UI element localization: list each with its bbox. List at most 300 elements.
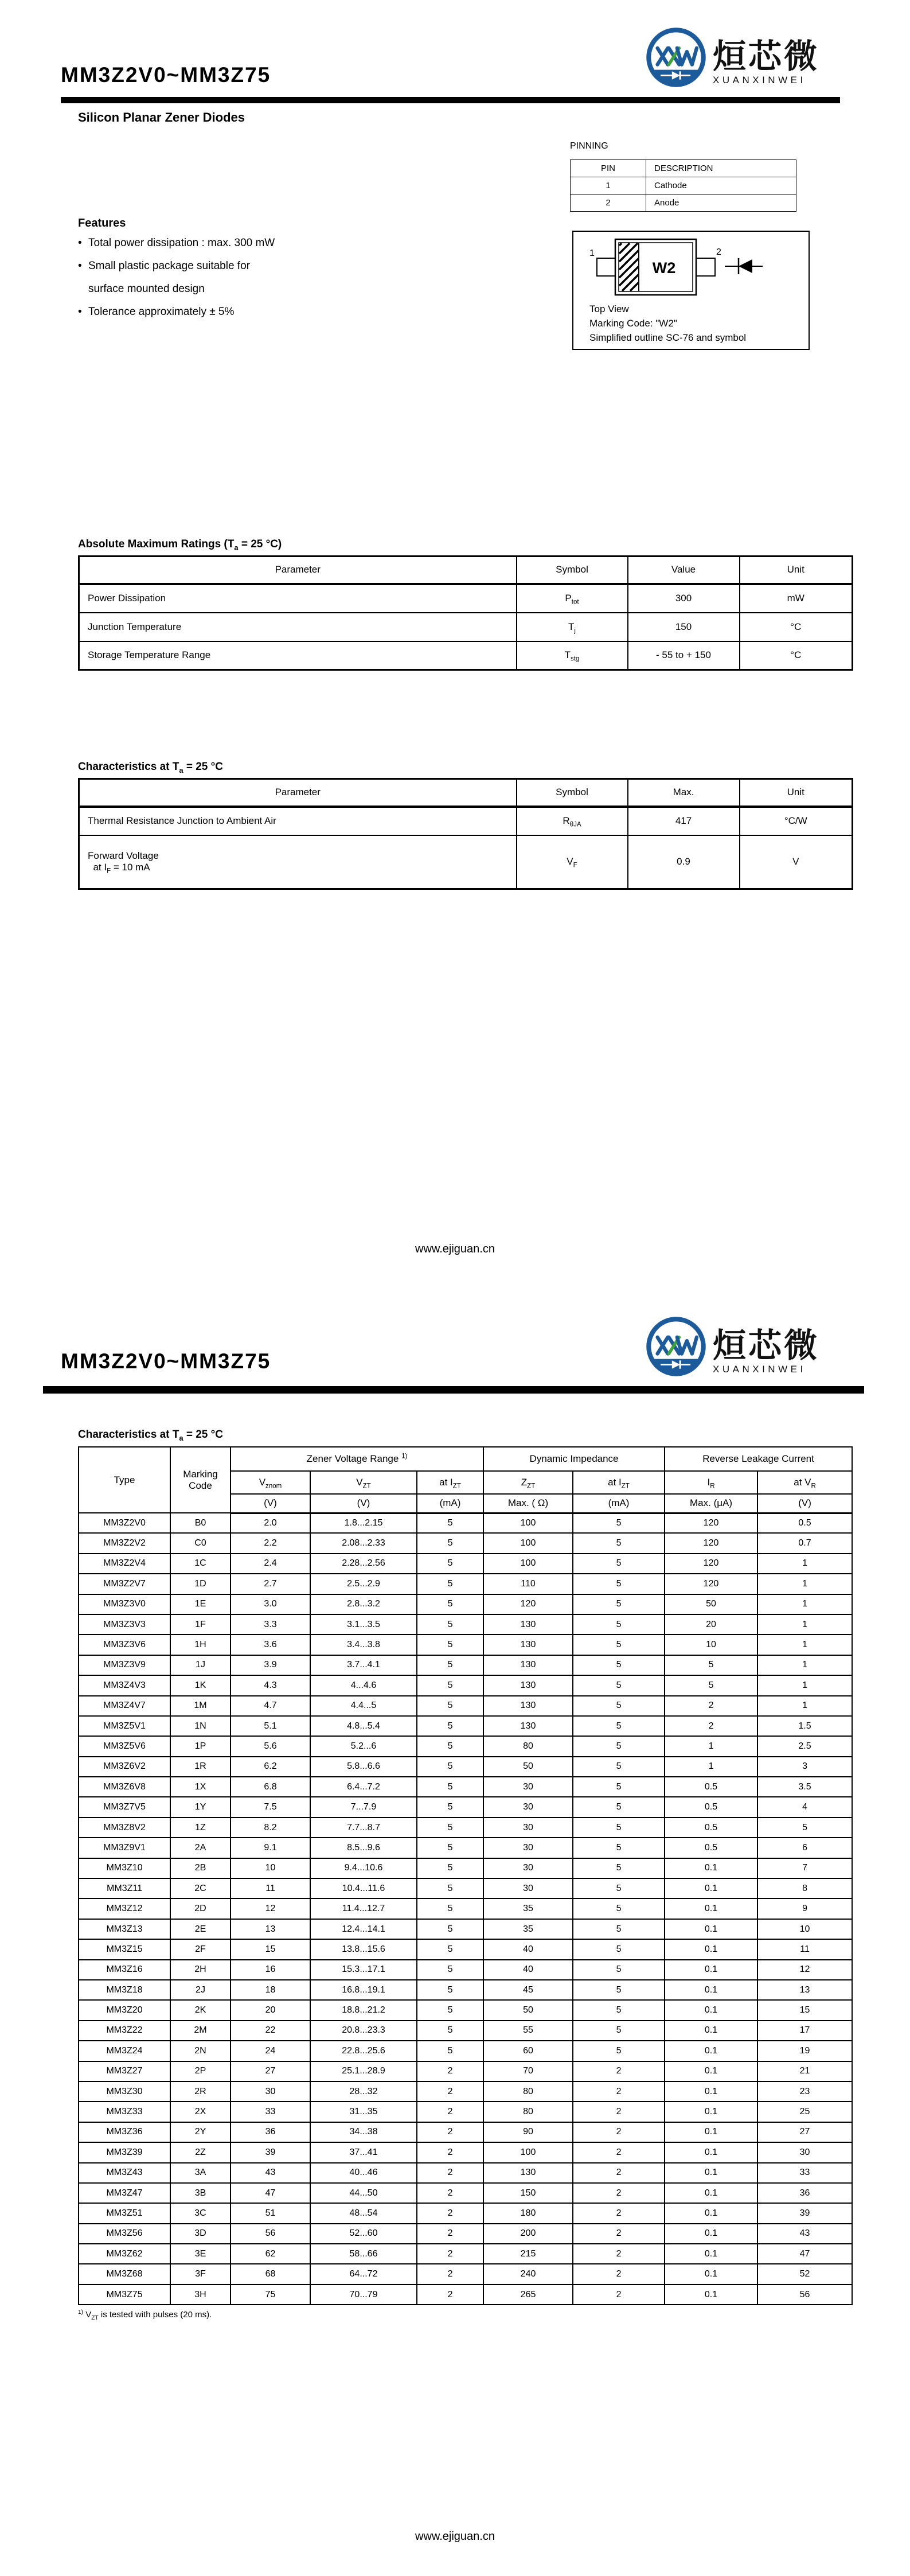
table-cell: 30 <box>483 1797 573 1817</box>
table-cell: 2 <box>573 2102 665 2122</box>
table-cell: 2A <box>170 1838 231 1858</box>
table-cell: 30 <box>483 1777 573 1797</box>
table-row <box>79 2021 852 2041</box>
page1-footer-url: www.ejiguan.cn <box>415 1243 495 1255</box>
table-row <box>79 1736 852 1756</box>
table-cell: 60 <box>483 2041 573 2061</box>
table-cell: 5 <box>573 2041 665 2061</box>
table-row <box>79 1878 852 1898</box>
table-cell: 2 <box>573 2224 665 2244</box>
table-cell: 2.08...2.33 <box>310 1533 417 1553</box>
table-cell: 58...66 <box>310 2244 417 2264</box>
table-cell: 27 <box>231 2061 310 2081</box>
table-cell: Max. <box>628 779 740 807</box>
table-cell: 1 <box>757 1655 852 1675</box>
brand-logo <box>645 26 819 88</box>
table-cell: 5 <box>417 1594 483 1614</box>
table-cell: 5.6 <box>231 1736 310 1756</box>
table-cell: 2K <box>170 2000 231 2020</box>
table-cell: 0.1 <box>665 2264 757 2284</box>
table-cell: B0 <box>170 1513 231 1533</box>
table-cell: 43 <box>231 2163 310 2183</box>
table-cell: 300 <box>628 584 740 613</box>
table-cell: MM3Z18 <box>79 1980 170 2000</box>
table-cell: 5 <box>573 1838 665 1858</box>
table-cell: 2 <box>573 2061 665 2081</box>
table-cell: 10 <box>231 1858 310 1878</box>
table-cell: 1E <box>170 1594 231 1614</box>
table-cell: 3E <box>170 2244 231 2264</box>
table-row <box>79 2000 852 2020</box>
page-2 <box>0 1288 910 2576</box>
table-cell: 51 <box>231 2203 310 2223</box>
unit-vznom: (V) <box>231 1494 310 1513</box>
table-cell: MM3Z20 <box>79 2000 170 2020</box>
table-cell: 35 <box>483 1919 573 1939</box>
table-cell: 27 <box>757 2122 852 2142</box>
table-cell: 0.5 <box>665 1838 757 1858</box>
table-cell: 1 <box>757 1635 852 1655</box>
table-cell: MM3Z4V3 <box>79 1675 170 1695</box>
table-cell: Symbol <box>517 557 628 584</box>
footnote: $^{1)}$ $V_{ZT}$ is tested with pulses (20 ms). <box>78 2309 212 2321</box>
brand-name-cn: 烜芯微 <box>713 37 820 76</box>
table-cell: 3.6 <box>231 1635 310 1655</box>
table-cell: 28...32 <box>310 2081 417 2102</box>
table-cell: 7...7.9 <box>310 1797 417 1817</box>
table-cell: 0.1 <box>665 2203 757 2223</box>
unit-at-izt-1: (mA) <box>417 1494 483 1513</box>
table-cell: 0.1 <box>665 2081 757 2102</box>
table-row <box>571 160 796 177</box>
table-cell: 20.8...23.3 <box>310 2021 417 2041</box>
table-cell: 2 <box>417 2285 483 2305</box>
unit-zzt: Max. ( Ω) <box>483 1494 573 1513</box>
table-cell: Value <box>628 557 740 584</box>
col-header-marking-code: Marking Code <box>170 1447 231 1513</box>
table-cell: 3A <box>170 2163 231 2183</box>
table-row <box>79 2244 852 2264</box>
table-cell: 5 <box>573 1635 665 1655</box>
table-cell: 20 <box>231 2000 310 2020</box>
table-row <box>79 1513 852 1533</box>
table-cell: MM3Z13 <box>79 1919 170 1939</box>
list-item: Top View <box>589 303 629 314</box>
table-cell: 5 <box>417 1716 483 1736</box>
table-cell: 2X <box>170 2102 231 2122</box>
table-cell: 33 <box>757 2163 852 2183</box>
col-header-zzt: $Z_{ZT}$ <box>483 1471 573 1494</box>
table-cell: 2 <box>417 2061 483 2081</box>
table-cell: Junction Temperature <box>79 613 517 641</box>
table-cell: MM3Z36 <box>79 2122 170 2142</box>
table-cell: 0.1 <box>665 2285 757 2305</box>
table-cell: 5.8...6.6 <box>310 1757 417 1777</box>
table-cell: 40...46 <box>310 2163 417 2183</box>
subtitle: Silicon Planar Zener Diodes <box>78 110 245 124</box>
group-header-dynamic-impedance: Dynamic Impedance <box>483 1447 665 1471</box>
col-header-vzt: $V_{ZT}$ <box>310 1471 417 1494</box>
table-row <box>79 2285 852 2305</box>
table-cell: 2 <box>417 2183 483 2203</box>
table-cell: 45 <box>483 1980 573 2000</box>
table-cell: 5 <box>417 1939 483 1959</box>
table-cell: 5 <box>417 1960 483 1980</box>
brand-name-en: XUANXINWEI <box>713 75 806 85</box>
table-cell: 16 <box>231 1960 310 1980</box>
table-cell: 5 <box>417 1818 483 1838</box>
table-cell: 1P <box>170 1736 231 1756</box>
pinning-table-body <box>571 177 796 212</box>
table-cell: MM3Z56 <box>79 2224 170 2244</box>
table-cell: 30 <box>231 2081 310 2102</box>
table-cell: 1 <box>757 1614 852 1635</box>
table-cell: 0.1 <box>665 2000 757 2020</box>
table-cell: Forward Voltage at $I_F = 10$ mA <box>79 835 517 889</box>
table-cell: 1Z <box>170 1818 231 1838</box>
table-cell: MM3Z2V0 <box>79 1513 170 1533</box>
table-cell: 52 <box>757 2264 852 2284</box>
table-row <box>79 779 853 807</box>
table-cell: 3.7...4.1 <box>310 1655 417 1675</box>
table-cell: 0.1 <box>665 1898 757 1919</box>
table-cell: 20 <box>665 1614 757 1635</box>
table-cell: 5 <box>573 1554 665 1574</box>
list-item: • Small plastic package suitable for surface mounted design <box>78 255 422 301</box>
table-cell: 0.1 <box>665 1939 757 1959</box>
table-cell: 2 <box>573 2163 665 2183</box>
table-cell: 2 <box>573 2244 665 2264</box>
table-cell: 5 <box>417 1696 483 1716</box>
table-cell: 5 <box>573 1614 665 1635</box>
table-cell: MM3Z43 <box>79 2163 170 2183</box>
table-cell: 2.2 <box>231 1533 310 1553</box>
table-row <box>79 1980 852 2000</box>
table-cell: 5 <box>417 1898 483 1919</box>
unit-ir: Max. (μA) <box>665 1494 757 1513</box>
table-cell: 30 <box>483 1858 573 1878</box>
table-cell: MM3Z16 <box>79 1960 170 1980</box>
table-cell: 1F <box>170 1614 231 1635</box>
table-cell: 5 <box>573 1898 665 1919</box>
brand-text <box>713 1328 819 1375</box>
table-cell: PIN <box>571 160 646 177</box>
table-cell: 2 <box>665 1696 757 1716</box>
table-cell: 10 <box>665 1635 757 1655</box>
table-cell: 9.1 <box>231 1838 310 1858</box>
table-cell: 39 <box>231 2142 310 2162</box>
table-cell: 70...79 <box>310 2285 417 2305</box>
table-cell: 5 <box>573 2000 665 2020</box>
table-cell: MM3Z6V2 <box>79 1757 170 1777</box>
table-cell: - 55 to + 150 <box>628 641 740 670</box>
table-cell: 130 <box>483 1614 573 1635</box>
col-header-at-vr: at $V_R$ <box>757 1471 852 1494</box>
table-cell: 2 <box>665 1716 757 1736</box>
table-row <box>79 1614 852 1635</box>
table-cell: 0.5 <box>665 1818 757 1838</box>
table-cell: 130 <box>483 1655 573 1675</box>
table-row <box>79 1858 852 1878</box>
table-cell: 75 <box>231 2285 310 2305</box>
table-cell: 18.8...21.2 <box>310 2000 417 2020</box>
table-cell: MM3Z2V4 <box>79 1554 170 1574</box>
table-cell: Symbol <box>517 779 628 807</box>
table-cell: 5 <box>573 1513 665 1533</box>
char1-table-head <box>79 779 853 807</box>
table-cell: 3.5 <box>757 1777 852 1797</box>
table-row <box>79 1919 852 1939</box>
table-row <box>79 1939 852 1959</box>
table-cell: 0.1 <box>665 2224 757 2244</box>
table-row <box>79 1635 852 1655</box>
table-cell: 1 <box>665 1736 757 1756</box>
table-cell: DESCRIPTION <box>646 160 796 177</box>
table-cell: 11 <box>757 1939 852 1959</box>
page-title: MM3Z2V0~MM3Z75 <box>61 1349 271 1373</box>
table-cell: 6.2 <box>231 1757 310 1777</box>
table-cell: 3C <box>170 2203 231 2223</box>
table-cell: MM3Z3V9 <box>79 1655 170 1675</box>
table-cell: 0.1 <box>665 2061 757 2081</box>
table-row <box>79 1777 852 1797</box>
table-cell: 120 <box>483 1594 573 1614</box>
table-cell: 11.4...12.7 <box>310 1898 417 1919</box>
table-cell: MM3Z62 <box>79 2244 170 2264</box>
table-row <box>79 1655 852 1675</box>
table-cell: 5 <box>757 1818 852 1838</box>
table-cell: 3.3 <box>231 1614 310 1635</box>
brand-name-en: XUANXINWEI <box>713 1364 806 1375</box>
table-cell: 2.5 <box>757 1736 852 1756</box>
amr-table-head <box>79 557 853 584</box>
table-cell: 5 <box>417 2021 483 2041</box>
table-cell: $R_{\theta JA}$ <box>517 807 628 835</box>
table-cell: 5 <box>417 1878 483 1898</box>
table-row <box>79 1594 852 1614</box>
table-cell: 5 <box>417 1858 483 1878</box>
features-list <box>78 232 422 324</box>
package-caption <box>589 302 746 345</box>
table-cell: °C <box>740 641 853 670</box>
table-cell: 22 <box>231 2021 310 2041</box>
table-cell: 2.5...2.9 <box>310 1574 417 1594</box>
table-row <box>79 2163 852 2183</box>
table-cell: 120 <box>665 1533 757 1553</box>
table-cell: 2 <box>573 2264 665 2284</box>
table-cell: 130 <box>483 1635 573 1655</box>
table-cell: 80 <box>483 2102 573 2122</box>
table-cell: 2R <box>170 2081 231 2102</box>
table-cell: 36 <box>231 2122 310 2142</box>
table-cell: MM3Z51 <box>79 2203 170 2223</box>
table-row <box>79 2264 852 2284</box>
table-row <box>79 2061 852 2081</box>
table-cell: 5 <box>417 1777 483 1797</box>
table-cell: MM3Z27 <box>79 2061 170 2081</box>
table-row <box>79 2183 852 2203</box>
table-cell: Parameter <box>79 779 517 807</box>
table-cell: 6.4...7.2 <box>310 1777 417 1797</box>
table-cell: 2 <box>417 2244 483 2264</box>
table-row <box>79 807 853 835</box>
table-cell: 2 <box>417 2142 483 2162</box>
package-outline-box <box>572 231 810 350</box>
table-cell: 11 <box>231 1878 310 1898</box>
table-cell: 2B <box>170 1858 231 1878</box>
table-row <box>79 1574 852 1594</box>
table-row <box>79 2081 852 2102</box>
table-cell: 1R <box>170 1757 231 1777</box>
table-cell: 0.1 <box>665 2244 757 2264</box>
table-cell: 5 <box>665 1655 757 1675</box>
table-row <box>79 2203 852 2223</box>
page-title: MM3Z2V0~MM3Z75 <box>61 63 271 87</box>
table-cell: 0.1 <box>665 2021 757 2041</box>
table-cell: 31...35 <box>310 2102 417 2122</box>
table-cell: Power Dissipation <box>79 584 517 613</box>
table-cell: 0.1 <box>665 2102 757 2122</box>
table-cell: 10.4...11.6 <box>310 1878 417 1898</box>
table-cell: 10 <box>757 1919 852 1939</box>
table-cell: 1 <box>571 177 646 194</box>
table-cell: 90 <box>483 2122 573 2142</box>
table-cell: 1K <box>170 1675 231 1695</box>
group-header-reverse-leakage-current: Reverse Leakage Current <box>665 1447 852 1471</box>
table-cell: MM3Z3V6 <box>79 1635 170 1655</box>
table-cell: 5 <box>573 2021 665 2041</box>
table-cell: 2E <box>170 1919 231 1939</box>
table-cell: 150 <box>483 2183 573 2203</box>
table-cell: 0.1 <box>665 2183 757 2203</box>
table-cell: 30 <box>483 1878 573 1898</box>
list-item: • Total power dissipation : max. 300 mW <box>78 232 422 255</box>
table-cell: 2F <box>170 1939 231 1959</box>
table-cell: 80 <box>483 2081 573 2102</box>
table-row <box>79 1898 852 1919</box>
table-cell: 5 <box>573 1675 665 1695</box>
table-cell: 5 <box>417 1614 483 1635</box>
table-cell: 4.8...5.4 <box>310 1716 417 1736</box>
table-cell: MM3Z8V2 <box>79 1818 170 1838</box>
table-cell: $T_j$ <box>517 613 628 641</box>
table-cell: 5 <box>573 1533 665 1553</box>
table-cell: 15.3...17.1 <box>310 1960 417 1980</box>
table-cell: 7.7...8.7 <box>310 1818 417 1838</box>
table-cell: 25.1...28.9 <box>310 2061 417 2081</box>
table-cell: 130 <box>483 1716 573 1736</box>
table-cell: 80 <box>483 1736 573 1756</box>
table-cell: 2 <box>417 2081 483 2102</box>
table-cell: 5.2...6 <box>310 1736 417 1756</box>
table-cell: 4 <box>757 1797 852 1817</box>
table-cell: 5 <box>573 1574 665 1594</box>
table-cell: 56 <box>757 2285 852 2305</box>
table-cell: 120 <box>665 1513 757 1533</box>
table-cell: 4.3 <box>231 1675 310 1695</box>
header-rule <box>43 1386 864 1394</box>
group-header-zener-voltage-range: Zener Voltage Range $^{1)}$ <box>231 1447 483 1471</box>
table-cell: 1J <box>170 1655 231 1675</box>
col-header-at-izt-2: at $I_{ZT}$ <box>573 1471 665 1494</box>
table-cell: 40 <box>483 1939 573 1959</box>
table-cell: 30 <box>757 2142 852 2162</box>
table-cell: 110 <box>483 1574 573 1594</box>
table-cell: MM3Z39 <box>79 2142 170 2162</box>
table-cell: 2Y <box>170 2122 231 2142</box>
table-cell: 47 <box>231 2183 310 2203</box>
table-cell: 5 <box>573 1757 665 1777</box>
table-cell: 23 <box>757 2081 852 2102</box>
table-cell: 5 <box>417 1513 483 1533</box>
table-cell: 1D <box>170 1574 231 1594</box>
table-cell: 0.1 <box>665 1858 757 1878</box>
table-cell: 9.4...10.6 <box>310 1858 417 1878</box>
table-cell: 7.5 <box>231 1797 310 1817</box>
table-cell: 1C <box>170 1554 231 1574</box>
table-cell: 3.9 <box>231 1655 310 1675</box>
table-cell: MM3Z47 <box>79 2183 170 2203</box>
table-cell: 5 <box>573 1797 665 1817</box>
characteristics2-heading: Characteristics at $T_a = 25$ °C <box>78 1429 223 1442</box>
characteristics-table-page1 <box>78 778 853 890</box>
table-cell: 1 <box>757 1554 852 1574</box>
table-cell: 5 <box>573 1858 665 1878</box>
table-row <box>79 1716 852 1736</box>
char1-table-body <box>79 807 853 889</box>
table-cell: 2D <box>170 1898 231 1919</box>
table-cell: 5 <box>573 1919 665 1939</box>
col-header-at-izt-1: at $I_{ZT}$ <box>417 1471 483 1494</box>
table-cell: 68 <box>231 2264 310 2284</box>
table-cell: 2.0 <box>231 1513 310 1533</box>
table-row <box>79 1554 852 1574</box>
table-cell: 1H <box>170 1635 231 1655</box>
table-cell: 0.1 <box>665 2041 757 2061</box>
table-cell: 200 <box>483 2224 573 2244</box>
pinning-table <box>570 159 796 212</box>
table-cell: 5 <box>573 1818 665 1838</box>
table-cell: 64...72 <box>310 2264 417 2284</box>
table-cell: 6.8 <box>231 1777 310 1797</box>
table-cell: 2 <box>573 2122 665 2142</box>
table-cell: 2.8...3.2 <box>310 1594 417 1614</box>
table-cell: 0.5 <box>757 1513 852 1533</box>
table-cell: 62 <box>231 2244 310 2264</box>
table-cell: 52...60 <box>310 2224 417 2244</box>
table-cell: 39 <box>757 2203 852 2223</box>
table-cell: 2H <box>170 1960 231 1980</box>
table-cell: 2 <box>573 2203 665 2223</box>
table-cell: 15 <box>757 2000 852 2020</box>
table-cell: 417 <box>628 807 740 835</box>
electrical-characteristics-table <box>78 1446 853 2305</box>
table-cell: 2J <box>170 1980 231 2000</box>
table-cell: 5 <box>417 1655 483 1675</box>
table-row <box>79 641 853 670</box>
table-cell: 2 <box>417 2264 483 2284</box>
table-cell: 0.9 <box>628 835 740 889</box>
table-cell: 9 <box>757 1898 852 1919</box>
table-cell: 70 <box>483 2061 573 2081</box>
characteristics-table-body <box>79 1513 852 2305</box>
table-cell: 1 <box>757 1696 852 1716</box>
table-cell: MM3Z5V1 <box>79 1716 170 1736</box>
table-cell: 44...50 <box>310 2183 417 2203</box>
list-item: Simplified outline SC-76 and symbol <box>589 332 747 343</box>
table-cell: 18 <box>231 1980 310 2000</box>
package-drawing-icon <box>573 232 806 299</box>
